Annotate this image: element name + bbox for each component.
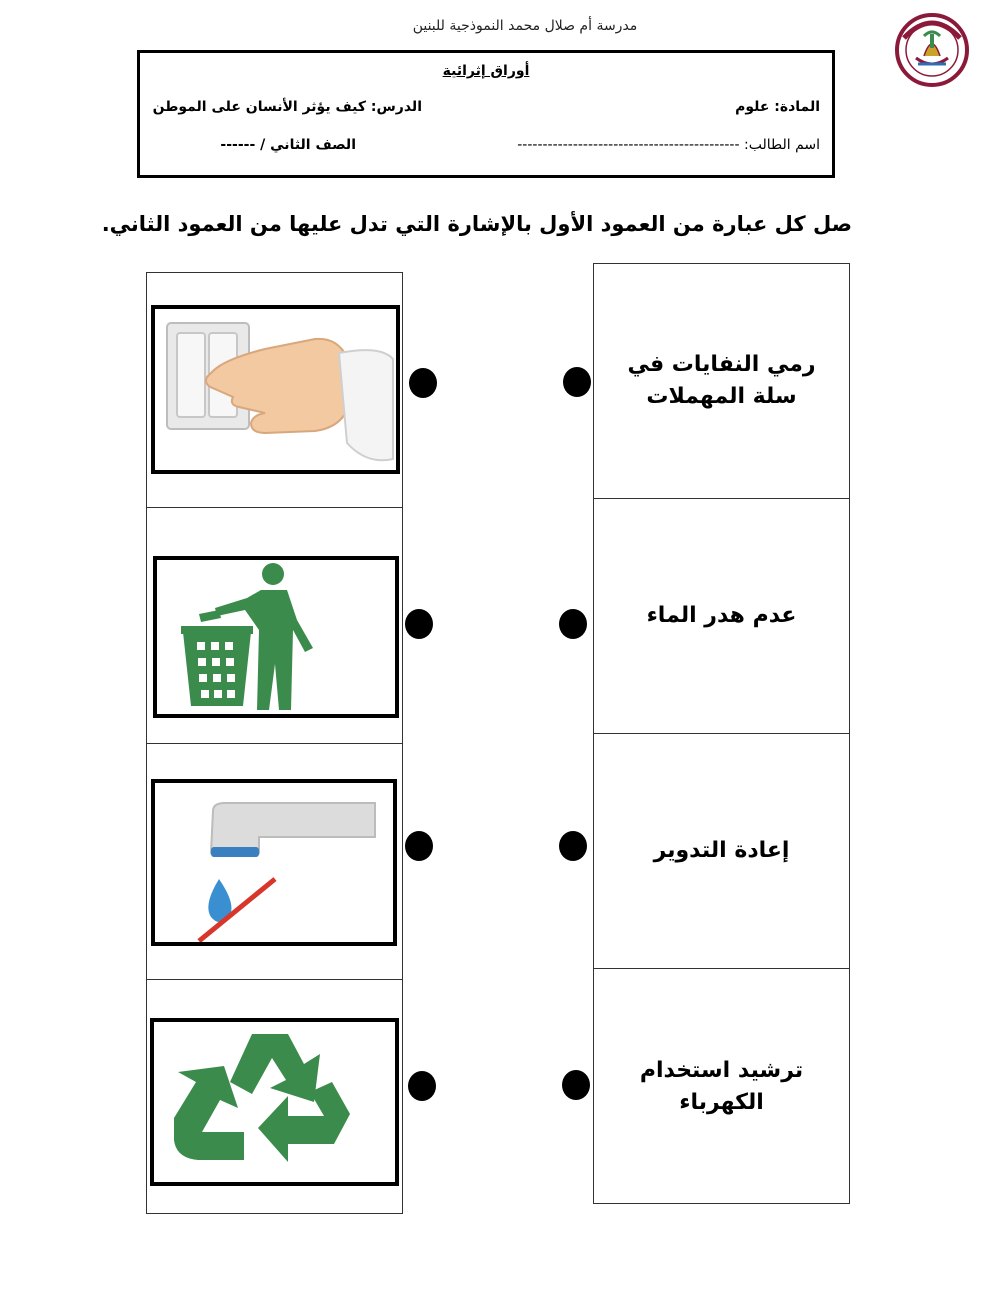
pictures-column [146,272,403,1214]
worksheet-header [137,50,835,178]
picture-dot-1[interactable] [409,368,437,398]
student-name-field[interactable]: اسم الطالب: -------------------------------------------- [517,137,820,153]
phrase-cell: ترشيد استخدام الكهرباء [639,1058,804,1115]
qatar-ministry-emblem-icon [894,12,970,88]
phrase-dot-3[interactable] [559,831,587,861]
phrases-column [593,263,850,1204]
phrase-cell: إعادة التدوير [594,734,849,969]
instruction-text: صل كل عبارة من العمود الأول بالإشارة التي تدل عليها من العمود الثاني. [101,212,852,236]
school-name: مدرسة أم صلال محمد النموذجية للبنين [412,18,638,34]
recycle-icon [150,1018,399,1186]
picture-cell [147,273,402,508]
picture-dot-4[interactable] [408,1071,436,1101]
picture-cell [147,508,402,744]
picture-cell [147,744,402,980]
grade-label: الصف الثاني / ------ [220,137,356,153]
subject-label: المادة: علوم [735,99,820,115]
picture-dot-2[interactable] [405,609,433,639]
phrase-dot-4[interactable] [562,1070,590,1100]
hand-light-switch-icon [151,305,400,474]
picture-cell [147,980,402,1215]
picture-dot-3[interactable] [405,831,433,861]
phrase-cell: رمي النفايات في سلة المهملات [594,264,849,499]
phrase-cell: عدم هدر الماء [594,499,849,734]
litter-in-bin-icon [153,556,399,718]
phrase-dot-2[interactable] [559,609,587,639]
worksheet-title: أوراق إثرائية [442,63,530,79]
faucet-no-water-drop-icon [151,779,397,946]
phrase-dot-1[interactable] [563,367,591,397]
lesson-label: الدرس: كيف يؤثر الأنسان على الموطن [152,99,422,115]
